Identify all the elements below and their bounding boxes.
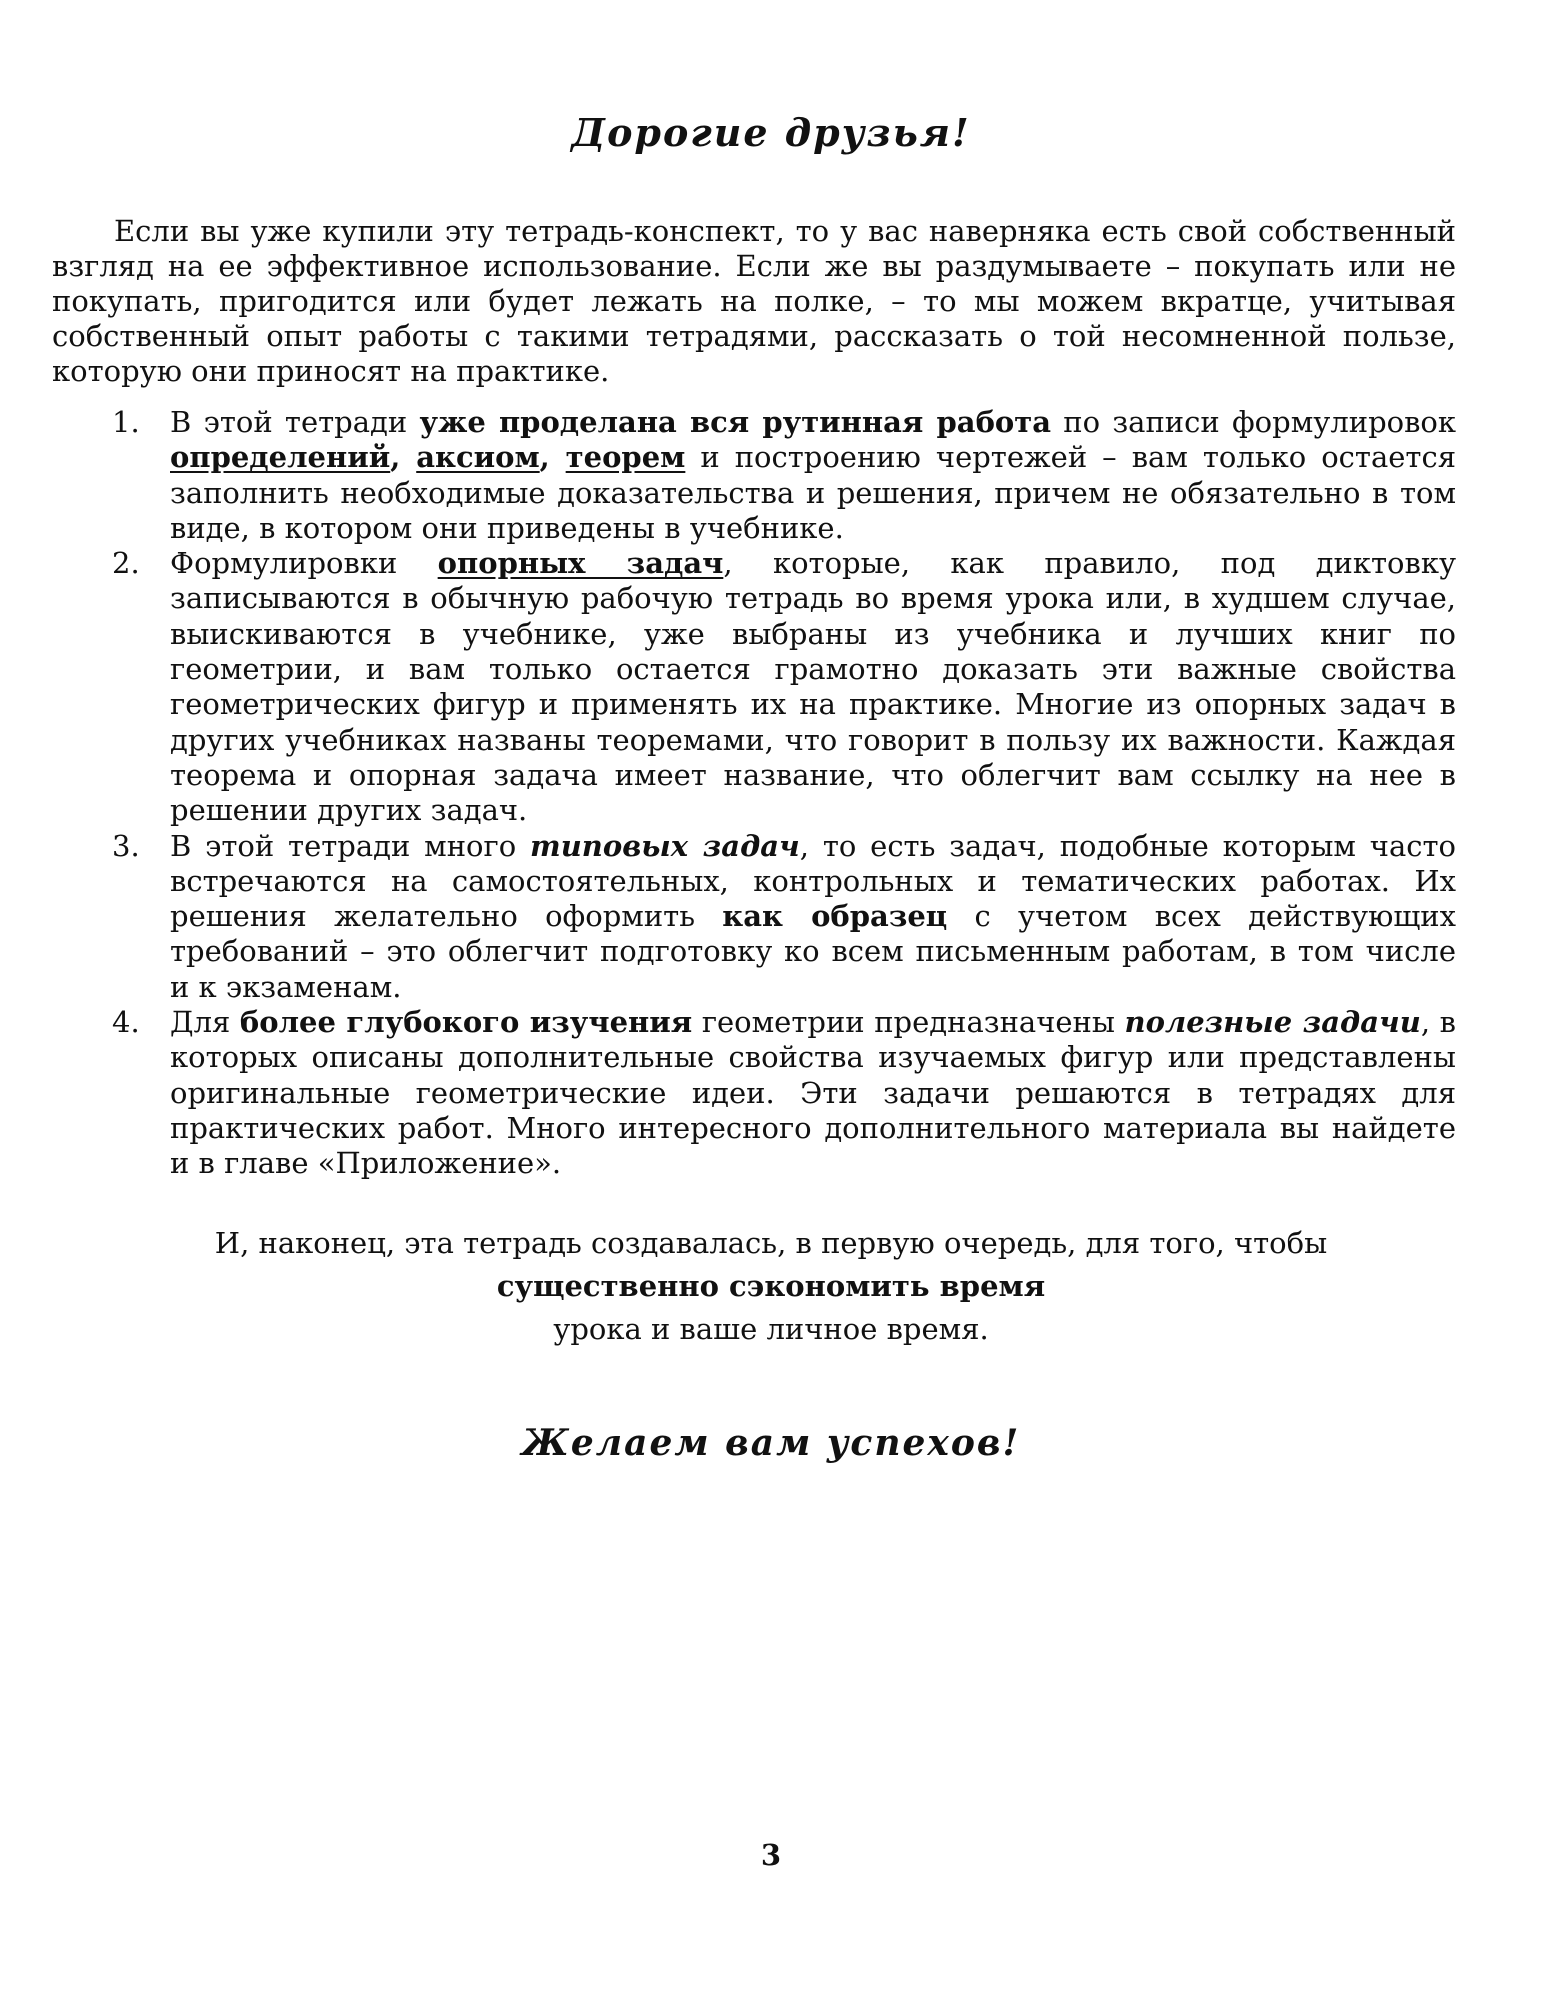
list-number: 4. bbox=[112, 1005, 140, 1040]
term-typical-problems: типовых задач bbox=[530, 828, 800, 863]
item-text: и построению чертежей – вам только остается заполнить необходимые доказательства и решения, причем не обязательно в том виде, в котором они приведены в учебнике. bbox=[170, 440, 1456, 545]
list-item bbox=[52, 1005, 1456, 1181]
intro-paragraph: Если вы уже купили эту тетрадь-конспект, то у вас наверняка есть свой собственный взгляд на ее эффективное использование. Если же вы раздумываете – покупать или не покупать, пригодится или будет лежать на полке, – то мы можем вкратце, учитывая собственный опыт работы с такими тетрадями, рассказать о той несомненной пользе, которую они приносят на практике. bbox=[52, 214, 1456, 388]
term-axioms: аксиом bbox=[416, 440, 540, 475]
list-number: 3. bbox=[112, 828, 140, 863]
list-item bbox=[52, 829, 1456, 1005]
closing-line: урока и ваше личное время. bbox=[553, 1312, 989, 1346]
item-bold: более глубокого изучения bbox=[239, 1005, 693, 1040]
benefits-list bbox=[52, 405, 1456, 1182]
closing-emphasis: существенно сэкономить время bbox=[496, 1269, 1046, 1303]
list-item bbox=[52, 405, 1456, 546]
term-theorems: теорем bbox=[565, 440, 686, 475]
item-text: по записи формулировок bbox=[1051, 405, 1457, 439]
item-text: Для bbox=[170, 1005, 240, 1040]
item-text: с учетом всех действующих требований – это облегчит подготовку ко всем письменным работам, в том числе и к экзаменам. bbox=[170, 899, 1456, 1004]
item-text: В этой тетради много bbox=[170, 828, 531, 863]
list-item bbox=[52, 546, 1456, 828]
item-text: Формулировки bbox=[170, 546, 438, 581]
term-useful-problems: полезные задачи bbox=[1124, 1005, 1421, 1040]
item-bold: как образец bbox=[722, 899, 948, 934]
item-text: , в которых описаны дополнительные свойства изучаемых фигур или представлены оригинальные геометрические идеи. Эти задачи решаются в тетрадях для практических работ. Много интересного дополнительного материала вы найдете и в главе «Приложение». bbox=[170, 1005, 1456, 1181]
item-bold: уже проделана вся рутинная работа bbox=[419, 405, 1052, 439]
closing-line: И, наконец, эта тетрадь создавалась, в первую очередь, для того, чтобы bbox=[214, 1226, 1328, 1260]
item-text: геометрии предназначены bbox=[692, 1005, 1125, 1040]
item-text: , которые, как правило, под диктовку записываются в обычную рабочую тетрадь во время урока или, в худшем случае, выискиваются в учебнике, уже выбраны из учебника и лучших книг по геометрии, и вам только остается грамотно доказать эти важные свойства геометрических фигур и применять их на практике. Многие из опорных задач в других учебниках названы теоремами, что говорит в пользу их важности. Каждая теорема и опорная задача имеет название, что облегчит вам ссылку на нее в решении других задач. bbox=[170, 546, 1457, 828]
term-separator: , bbox=[390, 440, 417, 475]
term-definitions: определений bbox=[170, 440, 391, 475]
item-text: , то есть задач, подобные которым часто встречаются на самостоятельных, контрольных и тематических работах. Их решения желательно оформить bbox=[170, 828, 1457, 934]
term-key-problems: опорных задач bbox=[437, 546, 724, 581]
wish-heading: Желаем вам успехов! bbox=[521, 1422, 1021, 1464]
page-title: Дорогие друзья! bbox=[571, 110, 971, 155]
item-text: В этой тетради bbox=[170, 405, 420, 439]
term-separator: , bbox=[539, 440, 566, 475]
closing-paragraph bbox=[0, 1222, 1542, 1351]
list-number: 1. bbox=[112, 405, 140, 439]
list-number: 2. bbox=[112, 546, 140, 581]
page-number: 3 bbox=[760, 1838, 782, 1872]
